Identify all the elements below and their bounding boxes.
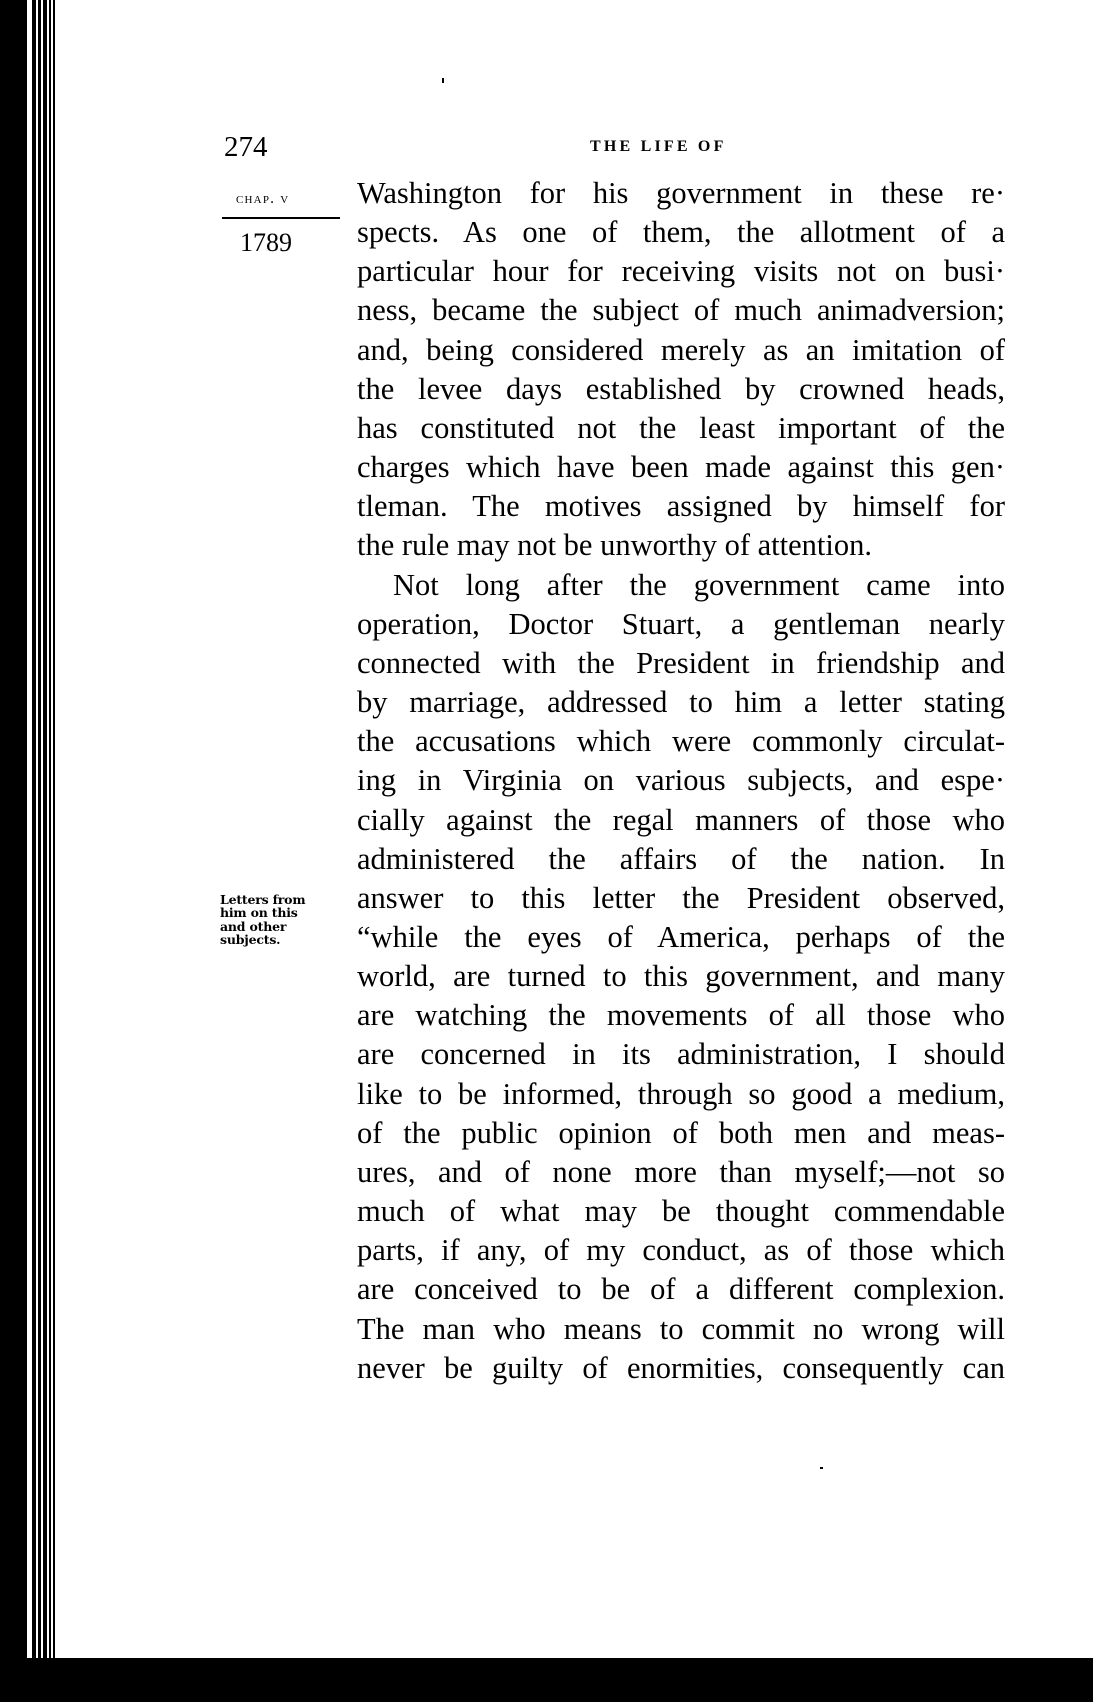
scan-speck bbox=[442, 78, 444, 83]
scan-bottom-edge bbox=[0, 1658, 1093, 1702]
chapter-rule bbox=[222, 217, 340, 219]
text-line: parts, if any, of my conduct, as of those which bbox=[357, 1233, 1005, 1268]
text-line: of the public opinion of both men and meas- bbox=[357, 1115, 1005, 1150]
text-line: operation, Doctor Stuart, a gentleman nearly bbox=[357, 606, 1005, 641]
text-line: by marriage, addressed to him a letter stating bbox=[357, 685, 1005, 720]
text-line: the accusations which were commonly circulat- bbox=[357, 724, 1005, 759]
page-number: 274 bbox=[224, 131, 268, 163]
text-line: much of what may be thought commendable bbox=[357, 1194, 1005, 1229]
running-head: THE LIFE OF bbox=[590, 138, 727, 155]
text-line: answer to this letter the President observed, bbox=[357, 880, 1005, 915]
text-line: “while the eyes of America, perhaps of the bbox=[357, 919, 1005, 954]
text-line: ing in Virginia on various subjects, and espe· bbox=[357, 763, 1005, 798]
marginal-sidenote bbox=[220, 893, 330, 946]
book-binding-edge bbox=[0, 0, 60, 1702]
text-line: ness, became the subject of much animadversion; bbox=[357, 293, 1005, 328]
text-line: The man who means to commit no wrong will bbox=[357, 1311, 1005, 1346]
text-line: particular hour for receiving visits not on busi· bbox=[357, 254, 1005, 289]
text-line: connected with the President in friendship and bbox=[357, 645, 1005, 680]
paragraph-2 bbox=[357, 566, 1005, 1388]
text-line: charges which have been made against this gen· bbox=[357, 450, 1005, 485]
text-line: administered the affairs of the nation. In bbox=[357, 841, 1005, 876]
text-line: never be guilty of enormities, consequently can bbox=[357, 1350, 1005, 1385]
text-line: cially against the regal manners of those who bbox=[357, 802, 1005, 837]
text-line: ures, and of none more than myself;—not so bbox=[357, 1154, 1005, 1189]
text-line: world, are turned to this government, and many bbox=[357, 959, 1005, 994]
chapter-label: chap. v bbox=[236, 190, 290, 207]
paragraph-1 bbox=[357, 174, 1005, 566]
body-text bbox=[357, 174, 1005, 1388]
text-line: tleman. The motives assigned by himself for bbox=[357, 489, 1005, 524]
sidenote-line: subjects. bbox=[220, 931, 281, 947]
text-line: has constituted not the least important of the bbox=[357, 410, 1005, 445]
text-line: spects. As one of them, the allotment of a bbox=[357, 215, 1005, 250]
year-label: 1789 bbox=[240, 228, 292, 257]
text-line: the rule may not be unworthy of attention. bbox=[357, 528, 872, 563]
scan-speck bbox=[820, 1467, 823, 1469]
sidenote-line: Letters from bbox=[220, 892, 306, 907]
text-line: are watching the movements of all those who bbox=[357, 998, 1005, 1033]
text-line: Not long after the government came into bbox=[393, 567, 1005, 602]
text-line: are concerned in its administration, I should bbox=[357, 1037, 1005, 1072]
text-line: Washington for his government in these re· bbox=[357, 176, 1005, 210]
text-line: and, being considered merely as an imitation of bbox=[357, 332, 1005, 367]
text-line: the levee days established by crowned heads, bbox=[357, 371, 1005, 406]
text-line: are conceived to be of a different complexion. bbox=[357, 1272, 1005, 1307]
sidenote-line: and other bbox=[220, 918, 287, 934]
text-line: like to be informed, through so good a medium, bbox=[357, 1076, 1005, 1111]
sidenote-line: him on this bbox=[220, 905, 298, 921]
